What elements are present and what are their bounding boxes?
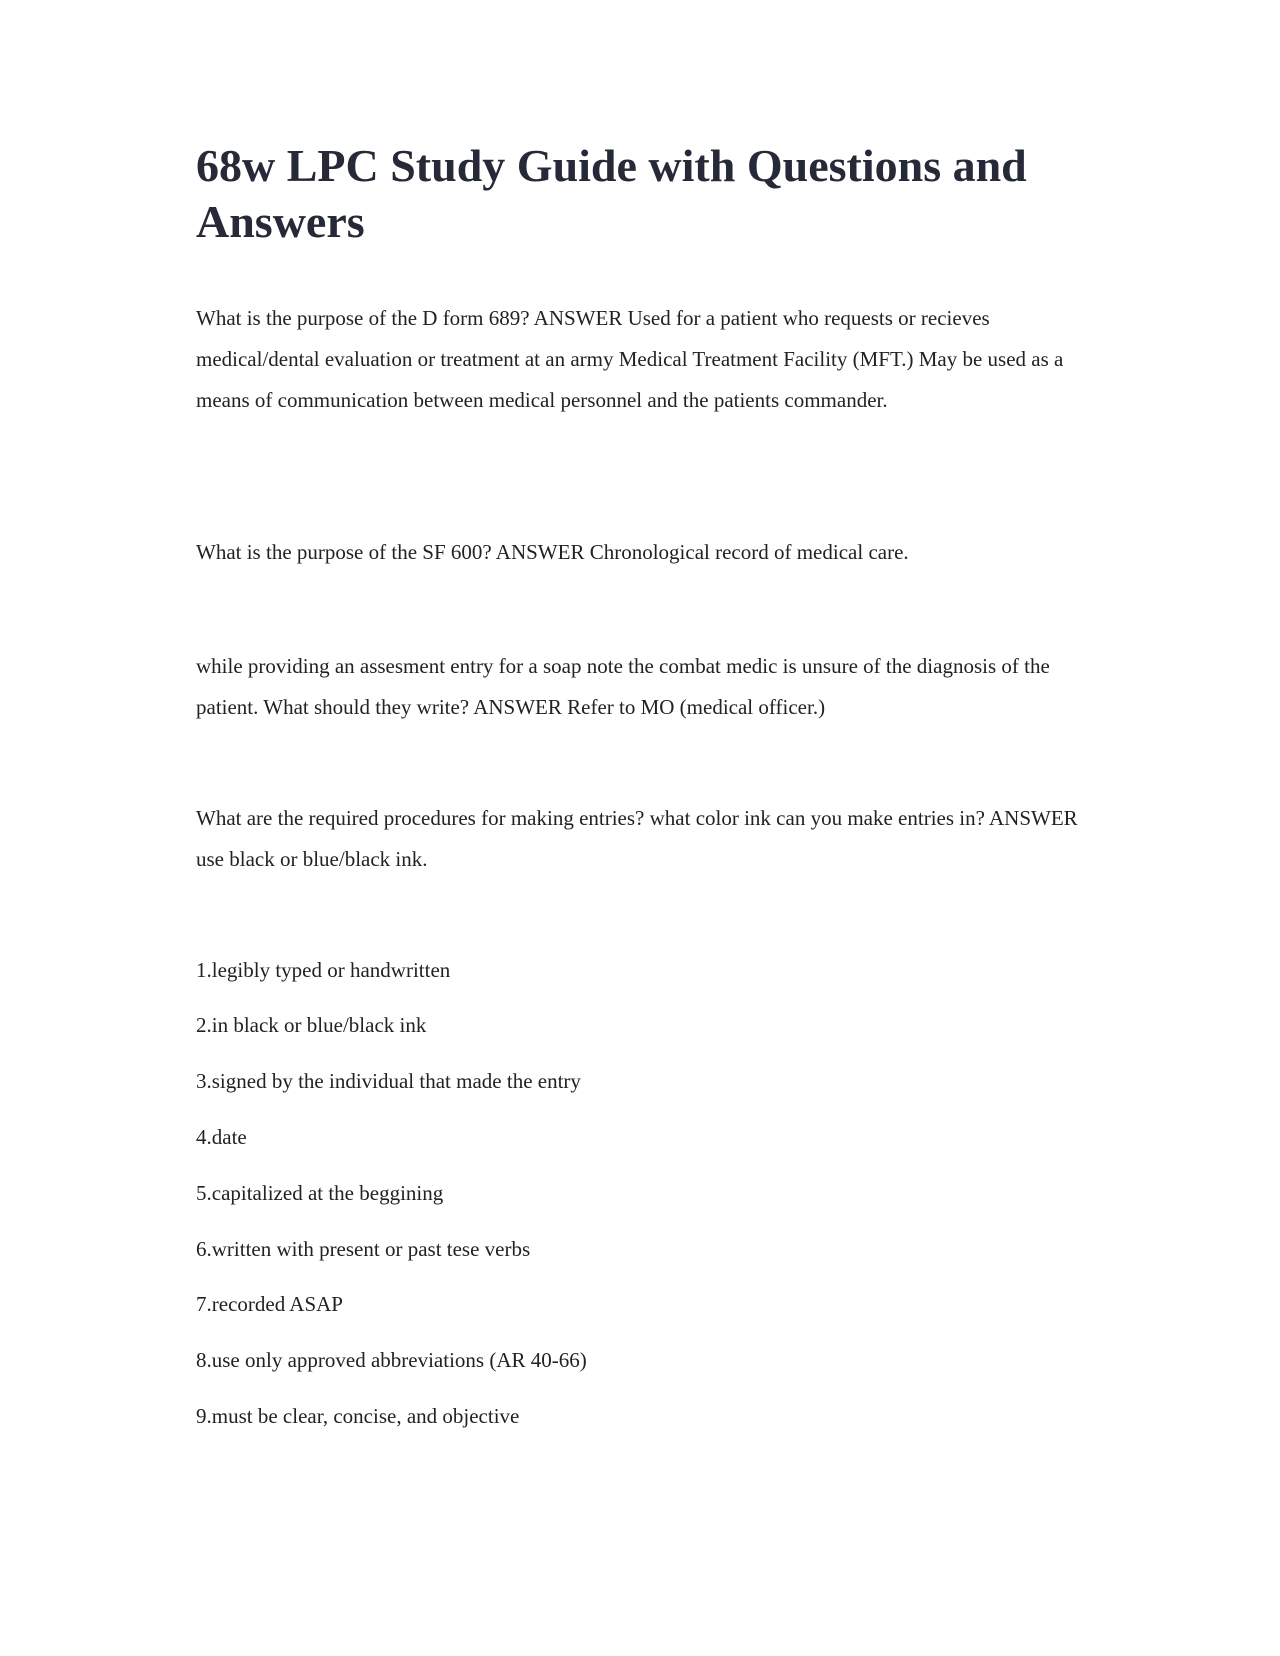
procedure-list-item: 5.capitalized at the beggining	[196, 1181, 444, 1205]
procedure-list-item: 3.signed by the individual that made the entry	[196, 1069, 581, 1093]
qa-paragraph: What are the required procedures for making entries? what color ink can you make entries in? ANSWER use black or blue/black ink.	[196, 806, 1078, 871]
procedure-list-item: 6.written with present or past tese verbs	[196, 1237, 531, 1261]
qa-paragraph: while providing an assesment entry for a soap note the combat medic is unsure of the diagnosis of the patient. What should they write? ANSWER Refer to MO (medical officer.)	[196, 654, 1050, 719]
qa-paragraph: What is the purpose of the SF 600? ANSWER Chronological record of medical care.	[196, 540, 909, 564]
qa-paragraph: What is the purpose of the D form 689? ANSWER Used for a patient who requests or recieves medical/dental evaluation or treatment at an army Medical Treatment Facility (MFT.) May be used as a means of communication between medical personnel and the patients commander.	[196, 306, 1064, 412]
procedure-list-item: 1.legibly typed or handwritten	[196, 958, 451, 982]
procedure-list-item: 2.in black or blue/black ink	[196, 1013, 427, 1037]
procedure-list-item: 8.use only approved abbreviations (AR 40-66)	[196, 1348, 587, 1372]
procedure-list-item: 4.date	[196, 1125, 247, 1149]
procedure-list-item: 7.recorded ASAP	[196, 1292, 343, 1316]
document-title: 68w LPC Study Guide with Questions and Answers	[196, 140, 1027, 247]
procedure-list-item: 9.must be clear, concise, and objective	[196, 1404, 520, 1428]
